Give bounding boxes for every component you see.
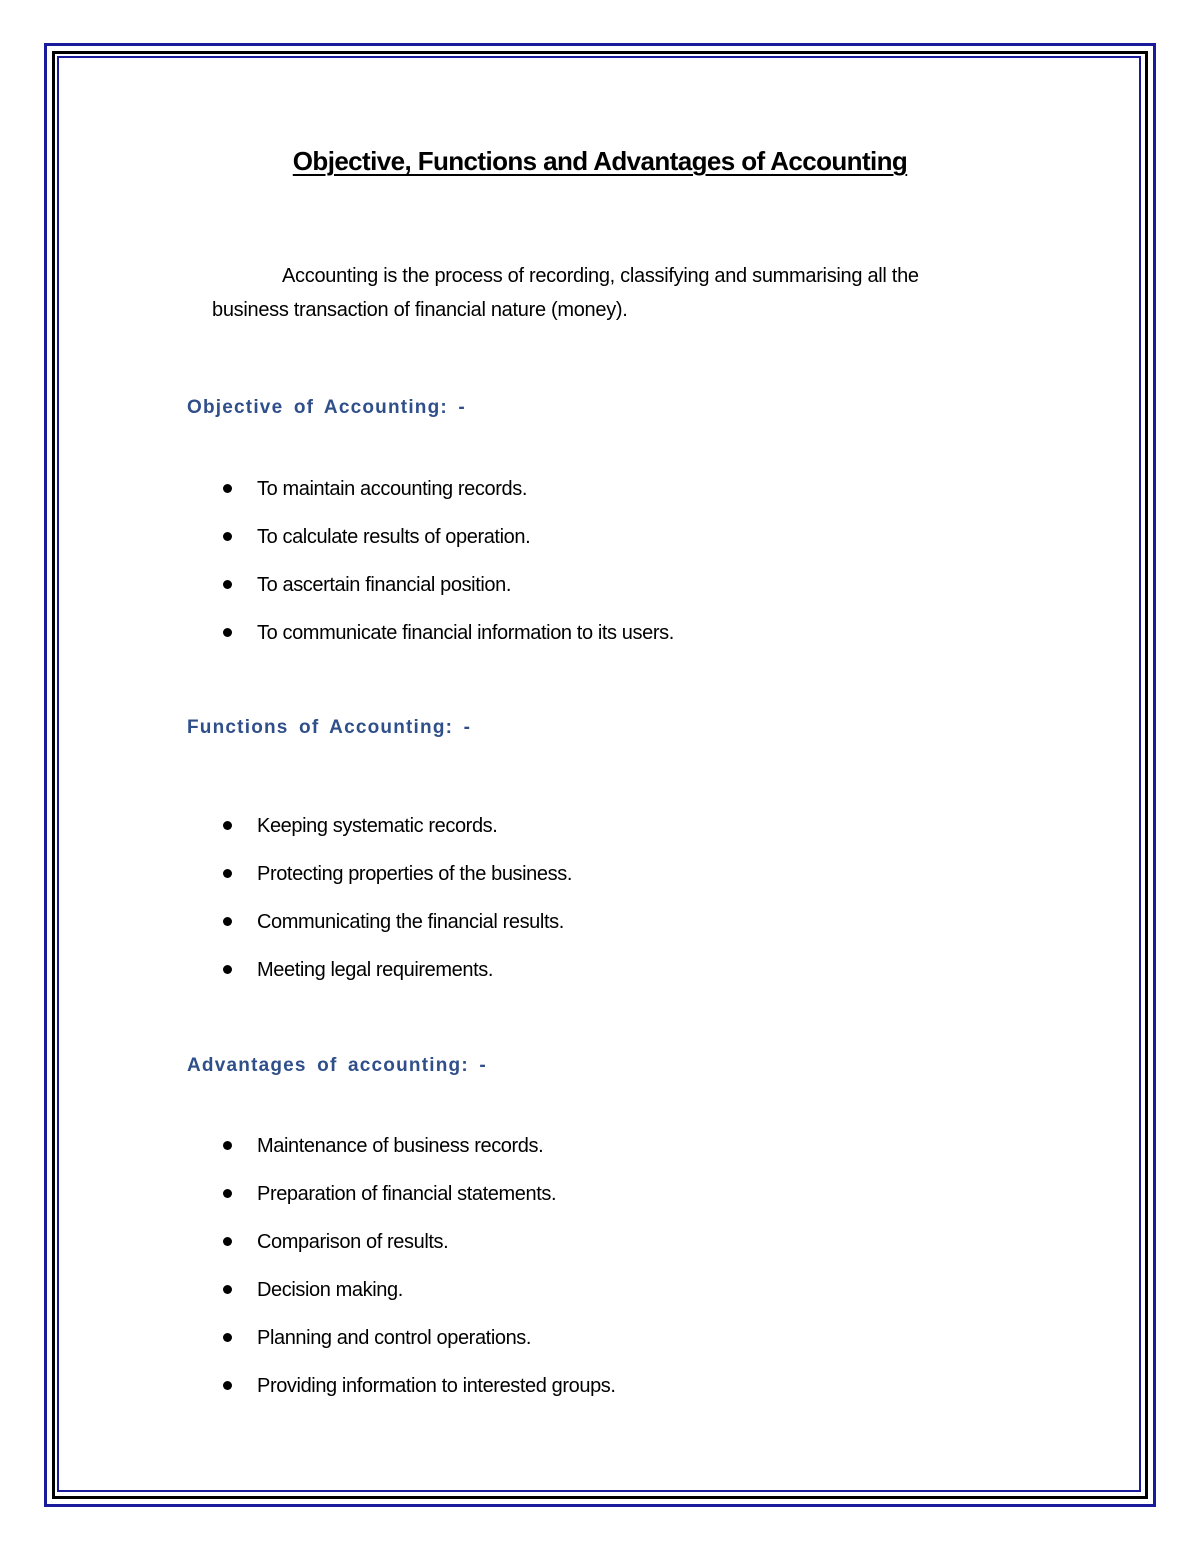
functions-list	[220, 814, 572, 1006]
list-item: Keeping systematic records.	[220, 814, 572, 862]
list-item: Maintenance of business records.	[220, 1134, 616, 1182]
intro-line-2: business transaction of financial nature (money).	[212, 299, 628, 321]
bullet-icon	[223, 484, 232, 493]
list-item: Comparison of results.	[220, 1230, 616, 1278]
intro-paragraph	[212, 259, 1012, 327]
document-title	[0, 146, 1200, 177]
section-heading-functions: Functions of Accounting: -	[187, 717, 472, 738]
section-heading-objective: Objective of Accounting: -	[187, 397, 466, 418]
bullet-icon	[223, 580, 232, 589]
list-item: Decision making.	[220, 1278, 616, 1326]
bullet-icon	[223, 1189, 232, 1198]
list-item: Planning and control operations.	[220, 1326, 616, 1374]
bullet-icon	[223, 1285, 232, 1294]
list-item: To maintain accounting records.	[220, 477, 674, 525]
bullet-icon	[223, 821, 232, 830]
objective-list	[220, 477, 674, 669]
intro-line-1-text: Accounting is the process of recording, classifying and summarising all the	[282, 265, 919, 287]
advantages-list	[220, 1134, 616, 1422]
list-item: To ascertain financial position.	[220, 573, 674, 621]
intro-line-1	[212, 259, 1012, 293]
list-item: Protecting properties of the business.	[220, 862, 572, 910]
list-item: Communicating the financial results.	[220, 910, 572, 958]
list-item: Providing information to interested groups.	[220, 1374, 616, 1422]
document-title-text: Objective, Functions and Advantages of Accounting	[292, 146, 908, 176]
list-item: Preparation of financial statements.	[220, 1182, 616, 1230]
bullet-icon	[223, 532, 232, 541]
bullet-icon	[223, 1333, 232, 1342]
bullet-icon	[223, 1141, 232, 1150]
bullet-icon	[223, 917, 232, 926]
list-item: Meeting legal requirements.	[220, 958, 572, 1006]
bullet-icon	[223, 869, 232, 878]
bullet-icon	[223, 1237, 232, 1246]
list-item: To calculate results of operation.	[220, 525, 674, 573]
list-item: To communicate financial information to its users.	[220, 621, 674, 669]
bullet-icon	[223, 628, 232, 637]
section-heading-advantages: Advantages of accounting: -	[187, 1055, 487, 1076]
bullet-icon	[223, 1381, 232, 1390]
bullet-icon	[223, 965, 232, 974]
